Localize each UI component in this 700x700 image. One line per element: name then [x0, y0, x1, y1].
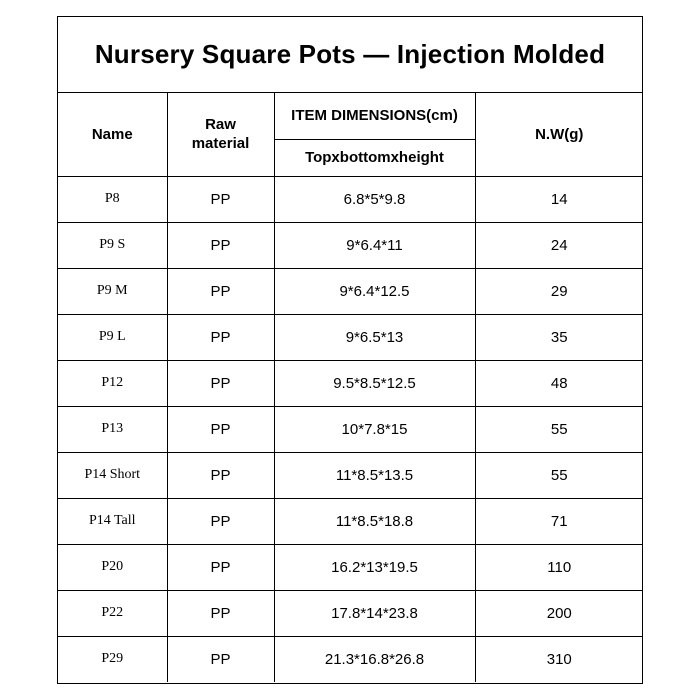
table-row — [58, 498, 643, 544]
cell-material: PP — [167, 268, 274, 314]
header-net-weight: N.W(g) — [475, 93, 643, 176]
cell-dimensions: 11*8.5*13.5 — [274, 452, 475, 498]
cell-material: PP — [167, 452, 274, 498]
cell-name: P9 S — [58, 222, 167, 268]
cell-material: PP — [167, 636, 274, 682]
table-row — [58, 360, 643, 406]
header-raw-material-label: Raw material — [191, 116, 250, 153]
cell-weight: 29 — [475, 268, 643, 314]
table-row — [58, 176, 643, 222]
cell-weight: 24 — [475, 222, 643, 268]
cell-name: P9 L — [58, 314, 167, 360]
cell-weight: 110 — [475, 544, 643, 590]
cell-weight: 71 — [475, 498, 643, 544]
cell-dimensions: 17.8*14*23.8 — [274, 590, 475, 636]
table-row — [58, 268, 643, 314]
cell-dimensions: 9*6.4*12.5 — [274, 268, 475, 314]
cell-name: P12 — [58, 360, 167, 406]
cell-material: PP — [167, 544, 274, 590]
table-row — [58, 406, 643, 452]
cell-dimensions: 9.5*8.5*12.5 — [274, 360, 475, 406]
cell-dimensions: 11*8.5*18.8 — [274, 498, 475, 544]
cell-weight: 310 — [475, 636, 643, 682]
cell-weight: 200 — [475, 590, 643, 636]
cell-material: PP — [167, 498, 274, 544]
cell-material: PP — [167, 222, 274, 268]
cell-material: PP — [167, 406, 274, 452]
cell-dimensions: 9*6.5*13 — [274, 314, 475, 360]
cell-material: PP — [167, 360, 274, 406]
cell-weight: 55 — [475, 406, 643, 452]
cell-material: PP — [167, 176, 274, 222]
table-row — [58, 452, 643, 498]
spec-table — [58, 93, 643, 682]
cell-name: P14 Tall — [58, 498, 167, 544]
header-dimensions-sub: Topxbottomxheight — [274, 139, 475, 176]
spec-table-header — [58, 93, 643, 176]
cell-dimensions: 21.3*16.8*26.8 — [274, 636, 475, 682]
cell-weight: 48 — [475, 360, 643, 406]
table-row — [58, 544, 643, 590]
cell-name: P29 — [58, 636, 167, 682]
cell-name: P8 — [58, 176, 167, 222]
cell-dimensions: 16.2*13*19.5 — [274, 544, 475, 590]
table-row — [58, 636, 643, 682]
cell-name: P22 — [58, 590, 167, 636]
sheet-title: Nursery Square Pots — Injection Molded — [58, 17, 642, 93]
cell-material: PP — [167, 314, 274, 360]
cell-name: P13 — [58, 406, 167, 452]
cell-material: PP — [167, 590, 274, 636]
table-row — [58, 314, 643, 360]
cell-name: P20 — [58, 544, 167, 590]
cell-name: P9 M — [58, 268, 167, 314]
cell-weight: 14 — [475, 176, 643, 222]
header-dimensions: ITEM DIMENSIONS(cm) — [274, 93, 475, 139]
cell-dimensions: 6.8*5*9.8 — [274, 176, 475, 222]
spec-table-body — [58, 176, 643, 682]
table-row — [58, 590, 643, 636]
cell-dimensions: 9*6.4*11 — [274, 222, 475, 268]
header-raw-material — [167, 93, 274, 176]
cell-name: P14 Short — [58, 452, 167, 498]
cell-dimensions: 10*7.8*15 — [274, 406, 475, 452]
table-row — [58, 222, 643, 268]
cell-weight: 55 — [475, 452, 643, 498]
header-name: Name — [58, 93, 167, 176]
spec-sheet — [57, 16, 643, 684]
cell-weight: 35 — [475, 314, 643, 360]
